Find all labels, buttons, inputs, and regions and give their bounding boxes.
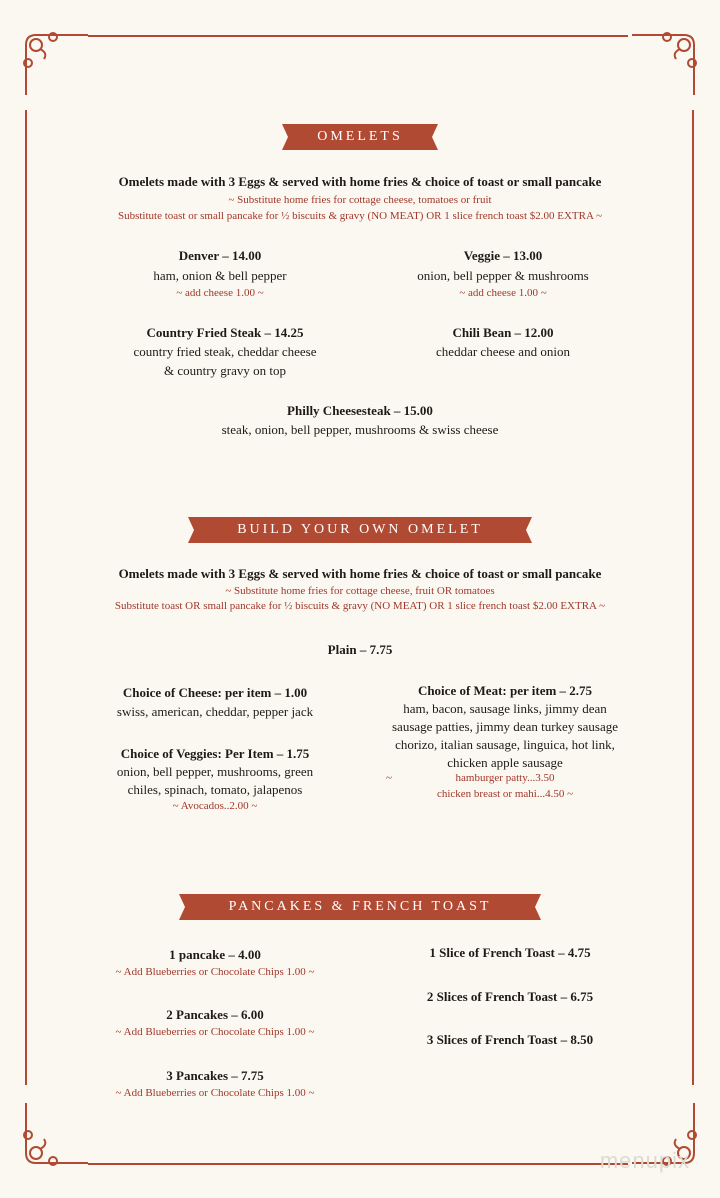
french-toast-3: 3 Slices of French Toast – 8.50 [426, 1032, 594, 1047]
item-desc: chiles, spinach, tomato, jalapenos [127, 782, 303, 797]
item-note: ~ Avocados..2.00 ~ [172, 800, 258, 812]
build-cheese [90, 685, 340, 720]
menu-item-philly-cheesesteak [0, 403, 720, 438]
menu-item-veggie [393, 248, 613, 299]
meat-note-tilde: ~ [386, 772, 392, 784]
pancake-item-3 [80, 1068, 350, 1099]
build-veggies [85, 746, 345, 812]
border-bottom [88, 1163, 628, 1165]
item-name: Choice of Cheese: per item – 1.00 [122, 685, 308, 700]
menu-item-denver [110, 248, 330, 299]
item-desc: country fried steak, cheddar cheese [133, 344, 317, 359]
item-name: 1 pancake – 4.00 [169, 947, 261, 962]
build-banner [188, 517, 532, 543]
pancake-item-2 [80, 1007, 350, 1038]
menu-item-country-fried-steak [100, 325, 350, 379]
build-sub1: ~ Substitute home fries for cottage cheese, fruit OR tomatoes [225, 585, 495, 597]
pancakes-banner [179, 894, 541, 920]
item-desc: onion, bell pepper & mushrooms [417, 268, 589, 283]
french-toast-2: 2 Slices of French Toast – 6.75 [426, 989, 594, 1004]
omelets-sub2: Substitute toast or small pancake for ½ biscuits & gravy (NO MEAT) OR 1 slice french toast $2.00 EXTRA ~ [117, 210, 603, 222]
omelets-intro: Omelets made with 3 Eggs & served with home fries & choice of toast or small pancake [118, 174, 602, 189]
item-name: Philly Cheesesteak – 15.00 [287, 403, 433, 418]
omelets-banner [282, 124, 438, 150]
item-note: ~ Add Blueberries or Chocolate Chips 1.00 ~ [115, 1026, 315, 1038]
item-desc: chicken apple sausage [447, 755, 563, 770]
build-title: BUILD YOUR OWN OMELET [237, 522, 483, 537]
watermark: menupix [599, 1148, 690, 1173]
border-right [692, 110, 694, 1085]
meat-note2: chicken breast or mahi...4.50 ~ [436, 788, 574, 800]
item-desc: swiss, american, cheddar, pepper jack [116, 704, 314, 719]
pancakes-title: PANCAKES & FRENCH TOAST [228, 899, 492, 914]
item-name: 2 Pancakes – 6.00 [166, 1007, 264, 1022]
item-desc: cheddar cheese and onion [436, 344, 570, 359]
item-name: Choice of Veggies: Per Item – 1.75 [120, 746, 310, 761]
build-plain: Plain – 7.75 [327, 642, 393, 657]
build-intro: Omelets made with 3 Eggs & served with home fries & choice of toast or small pancake [118, 566, 602, 581]
item-desc: sausage patties, jimmy dean turkey sausage [392, 719, 618, 734]
item-desc: chorizo, italian sausage, linguica, hot link, [395, 737, 615, 752]
item-name: Denver – 14.00 [178, 248, 262, 263]
border-left [25, 110, 27, 1085]
item-desc: steak, onion, bell pepper, mushrooms & swiss cheese [221, 422, 499, 437]
item-desc: onion, bell pepper, mushrooms, green [116, 764, 314, 779]
item-note: ~ Add Blueberries or Chocolate Chips 1.00 ~ [115, 1087, 315, 1099]
corner-ornament-top-right [632, 25, 702, 95]
item-name: Country Fried Steak – 14.25 [146, 325, 304, 340]
omelets-title: OMELETS [317, 129, 403, 144]
french-toast-1: 1 Slice of French Toast – 4.75 [429, 945, 591, 960]
build-meat [375, 683, 635, 771]
border-top [88, 35, 628, 37]
omelets-sub1: ~ Substitute home fries for cottage cheese, tomatoes or fruit [228, 194, 492, 206]
corner-ornament-bottom-left [18, 1103, 88, 1173]
item-name: 3 Pancakes – 7.75 [166, 1068, 264, 1083]
menu-item-chili-bean [393, 325, 613, 360]
item-note: ~ add cheese 1.00 ~ [459, 287, 547, 299]
item-desc: ham, bacon, sausage links, jimmy dean [403, 701, 607, 716]
item-note: ~ Add Blueberries or Chocolate Chips 1.00 ~ [115, 966, 315, 978]
pancake-item-1 [80, 947, 350, 978]
item-desc: & country gravy on top [163, 363, 287, 378]
build-sub2: Substitute toast OR small pancake for ½ biscuits & gravy (NO MEAT) OR 1 slice french toast $2.00 EXTRA ~ [114, 600, 606, 612]
item-name: Choice of Meat: per item – 2.75 [417, 683, 593, 698]
item-name: Veggie – 13.00 [463, 248, 543, 263]
meat-note1: hamburger patty...3.50 [455, 772, 555, 784]
item-note: ~ add cheese 1.00 ~ [176, 287, 264, 299]
corner-ornament-top-left [18, 25, 88, 95]
item-desc: ham, onion & bell pepper [153, 268, 287, 283]
item-name: Chili Bean – 12.00 [452, 325, 554, 340]
